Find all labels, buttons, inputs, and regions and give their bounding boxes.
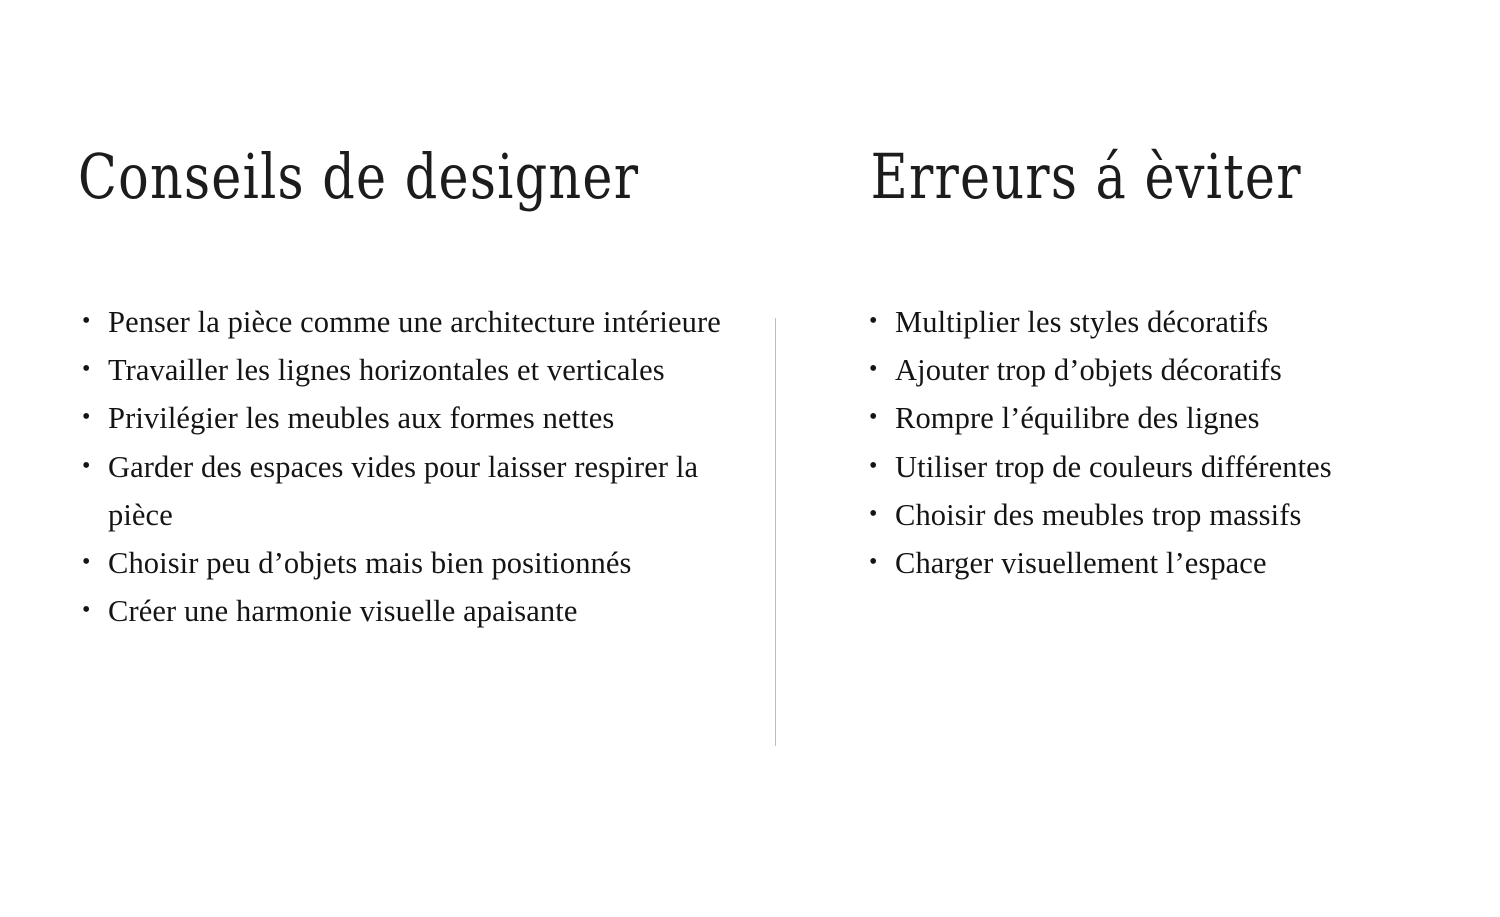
list-item: • Ajouter trop d’objets décoratifs: [865, 346, 1470, 394]
list-item: • Multiplier les styles décoratifs: [865, 298, 1470, 346]
left-column-heading: Conseils de designer: [78, 140, 640, 213]
left-column-bullet-list: [78, 298, 747, 635]
column-mistakes-to-avoid: [775, 0, 1500, 917]
right-column-bullet-list: [805, 298, 1470, 587]
list-item: • Penser la pièce comme une architecture intérieure: [78, 298, 747, 346]
list-item: • Choisir peu d’objets mais bien positionnés: [78, 539, 747, 587]
list-item: • Charger visuellement l’espace: [865, 539, 1470, 587]
list-item: • Utiliser trop de couleurs différentes: [865, 443, 1470, 491]
list-item: • Choisir des meubles trop massifs: [865, 491, 1470, 539]
list-item: • Garder des espaces vides pour laisser respirer la pièce: [78, 443, 747, 539]
list-item: • Privilégier les meubles aux formes nettes: [78, 394, 747, 442]
column-divider: [775, 318, 776, 746]
right-column-heading: Erreurs á èviter: [870, 140, 1302, 213]
list-item: • Travailler les lignes horizontales et verticales: [78, 346, 747, 394]
list-item: • Créer une harmonie visuelle apaisante: [78, 587, 747, 635]
list-item: • Rompre l’équilibre des lignes: [865, 394, 1470, 442]
